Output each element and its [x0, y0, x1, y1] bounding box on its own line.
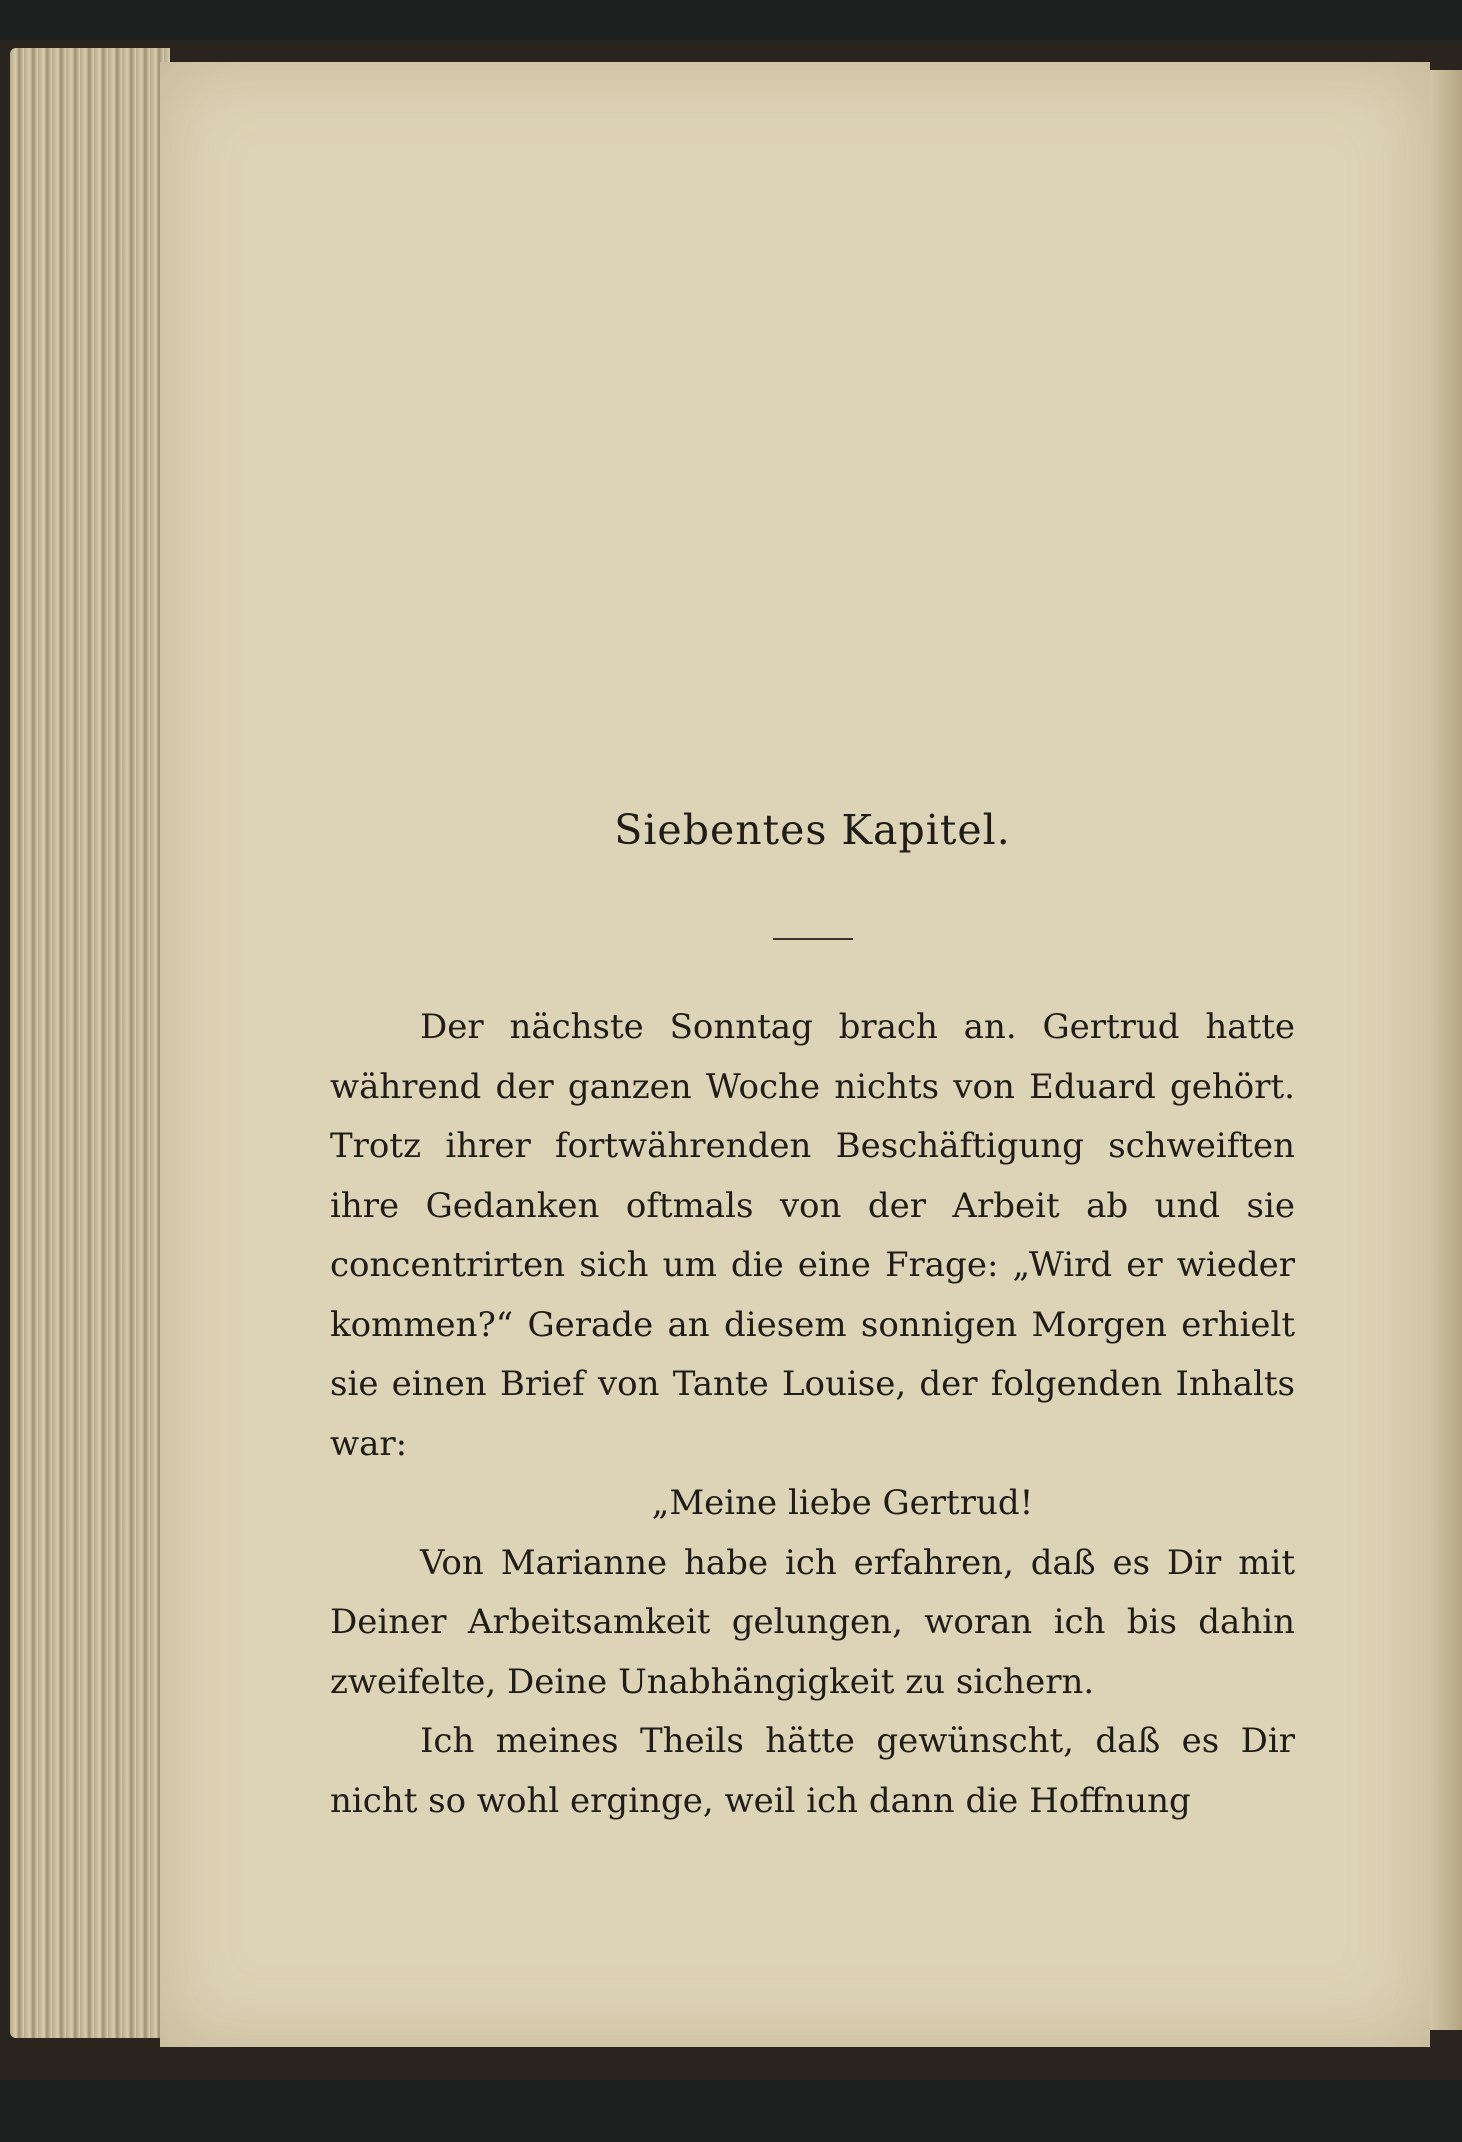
page-edges: [10, 48, 170, 2038]
chapter-divider: [773, 938, 853, 940]
page-content: [330, 800, 1295, 1831]
paragraph: Der nächste Sonntag brach an. Gertrud hatte während der ganzen Woche nichts von Eduard gehört. Trotz ihrer fortwährenden Beschäftigung schweiften ihre Gedanken oftmals von der Arbeit ab und sie concentrirten sich um die eine Frage: „Wird er wieder kommen?“ Gerade an diesem sonnigen Morgen erhielt sie einen Brief von Tante Louise, der folgenden Inhalts war:: [330, 1007, 1295, 1464]
letter-paragraph: Ich meines Theils hätte gewünscht, daß es Dir nicht so wohl erginge, weil ich dann die Hoffnung: [330, 1721, 1295, 1821]
page-gutter: [1430, 70, 1462, 2030]
body-text: [330, 998, 1295, 1831]
letter-paragraph: Von Marianne habe ich erfahren, daß es Dir mit Deiner Arbeitsamkeit gelungen, woran ich bis dahin zweifelte, Deine Unabhängigkeit zu sichern.: [330, 1542, 1295, 1702]
letter-salutation: „Meine liebe Gertrud!: [651, 1483, 1034, 1523]
chapter-title: Siebentes Kapitel.: [614, 806, 1011, 854]
